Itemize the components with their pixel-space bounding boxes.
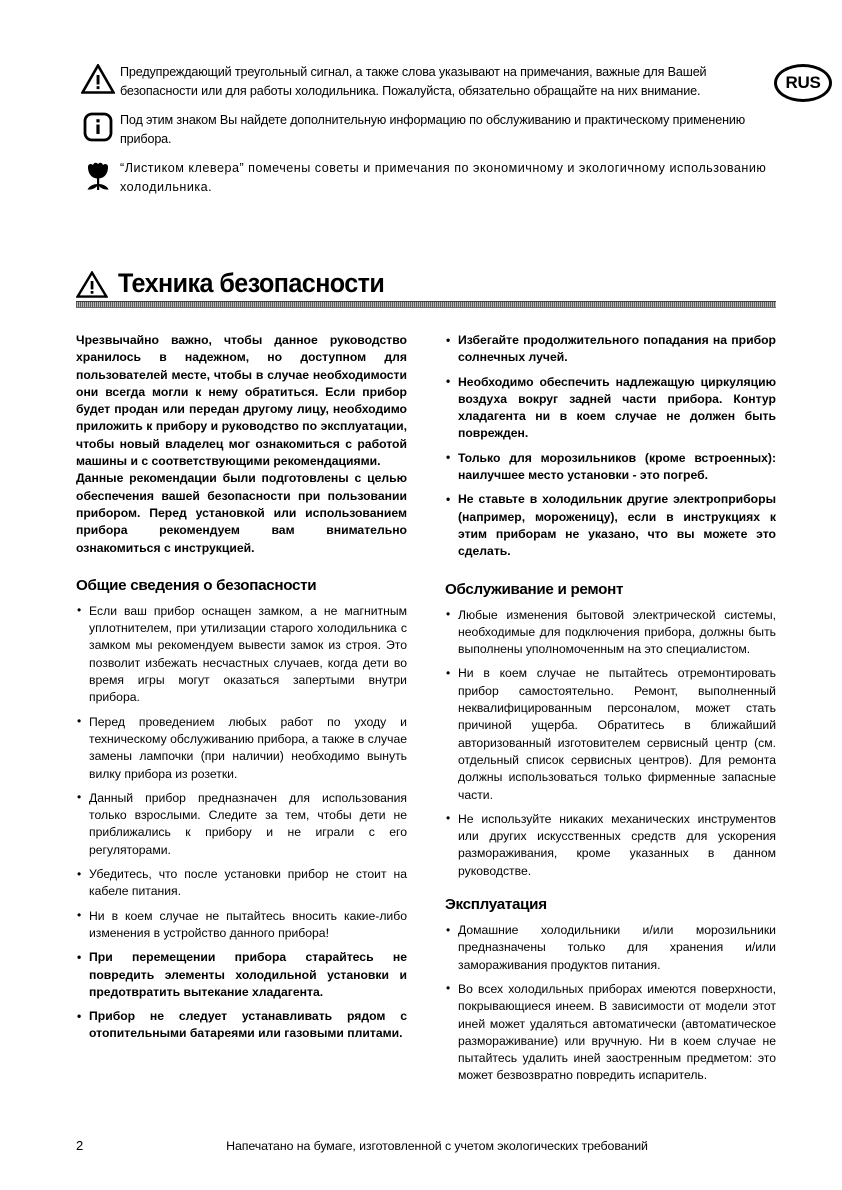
section-heading-service-repair: Обслуживание и ремонт <box>445 580 624 598</box>
list-item: • Любые изменения бытовой электрической системы, необходимые для подключения прибора, должны быть выполнены уполномоченным на это специалистом. <box>445 607 776 659</box>
legend-item-info <box>76 110 776 148</box>
legend-item-clover <box>76 158 776 196</box>
country-badge-rus: RUS <box>774 64 832 102</box>
info-icon <box>76 110 120 142</box>
clover-leaf-icon <box>76 158 120 192</box>
legend-item-warning <box>76 62 776 100</box>
intro-paragraph: Чрезвычайно важно, чтобы данное руководство хранилось в надежном, но доступном для пользователей месте, чтобы в случае необходимости они всегда могли к нему обратиться. Если прибор будет продан или передан другому лицу, необходимо приложить к прибору и руководство по эксплуатации, чтобы новый владелец мог ознакомиться с работой машины и с соответствующими рекомендациями. <box>76 333 407 469</box>
list-item: • Прибор не следует устанавливать рядом с отопительными батареями или газовыми плитами. <box>76 1008 407 1043</box>
page-title: Техника безопасности <box>118 268 385 298</box>
installation-bullet-list <box>445 332 776 561</box>
footer-note: Напечатано на бумаге, изготовленной с учетом экологических требований <box>226 1139 648 1153</box>
list-item: • Если ваш прибор оснащен замком, а не магнитным уплотнителем, при утилизации старого холодильника с замком мы рекомендуем вывести замок из строя. Это позволит избежать несчастных случаев, когда дети во время игры могут оказаться запертыми внутри прибора. <box>76 603 407 707</box>
list-item: • Ни в коем случае не пытайтесь вносить какие-либо изменения в устройство данного прибора! <box>76 908 407 943</box>
usage-bullet-list <box>445 922 776 1085</box>
warning-triangle-icon <box>76 62 120 94</box>
list-item: • Во всех холодильных приборах имеются поверхности, покрывающиеся инеем. В зависимости от модели этот иней может удаляться автоматически (автоматическое размораживание) или вручную. Ни в коем случае не пытайтесь удалить иней заостренным предметом: это может безвозвратно повредить испаритель. <box>445 981 776 1085</box>
list-item: • Данный прибор предназначен для использования только взрослыми. Следите за тем, чтобы дети не приближались к прибору и не играли с его регуляторами. <box>76 790 407 859</box>
left-column <box>76 332 407 1092</box>
list-item: • Не ставьте в холодильник другие электроприборы (например, мороженицу), если в инструкциях к этим приборам не указано, что вы можете это сделать. <box>445 491 776 560</box>
section-heading-general-safety: Общие сведения о безопасности <box>76 576 317 594</box>
list-item: • Избегайте продолжительного попадания на прибор солнечных лучей. <box>445 332 776 367</box>
symbol-legend <box>76 62 776 206</box>
general-safety-bullet-list <box>76 603 407 1043</box>
list-item: • Убедитесь, что после установки прибор не стоит на кабеле питания. <box>76 866 407 901</box>
legend-item-clover-text: “Листиком клевера” помечены советы и примечания по экономичному и экологичному использованию холодильника. <box>120 161 767 194</box>
list-item: • Только для морозильников (кроме встроенных): наилучшее место установки - это погреб. <box>445 450 776 485</box>
list-item: • Не используйте никаких механических инструментов или других искусственных средств для ускорения размораживания, кроме указанных в данном руководстве. <box>445 811 776 880</box>
legend-item-info-text: Под этим знаком Вы найдете дополнительную информацию по обслуживанию и практическому применению прибора. <box>120 113 746 146</box>
intro-paragraph: Данные рекомендации были подготовлены с целью обеспечения вашей безопасности при пользовании прибором. Перед установкой или использованием прибора рекомендуем вам внимательно ознакомиться с инструкцией. <box>76 471 407 555</box>
list-item: • Перед проведением любых работ по уходу и техническому обслуживанию прибора, а также в случае замены лампочки (при наличии) необходимо вынуть вилку прибора из розетки. <box>76 714 407 783</box>
warning-triangle-icon <box>76 271 108 298</box>
body-columns <box>76 332 776 1092</box>
page-number: 2 <box>76 1138 84 1153</box>
list-item: • Домашние холодильники и/или морозильники предназначены только для хранения и/или замораживания продуктов питания. <box>445 922 776 974</box>
page-footer <box>76 1138 776 1153</box>
section-heading-usage: Эксплуатация <box>445 896 547 914</box>
heading-divider <box>76 301 776 308</box>
list-item: • Необходимо обеспечить надлежащую циркуляцию воздуха вокруг задней части прибора. Контур хладагента ни в коем случае не должен быть поврежден. <box>445 374 776 443</box>
list-item: • Ни в коем случае не пытайтесь отремонтировать прибор самостоятельно. Ремонт, выполненный неквалифицированным персоналом, может стать причиной ущерба. Обратитесь в ближайший авторизованный изготовителем сервисный центр (см. отдельный список сервисных центров). Для ремонта должны использоваться только фирменные запасные части. <box>445 665 776 803</box>
list-item: • При перемещении прибора старайтесь не повредить элементы холодильной установки и предотвратить вытекание хладагента. <box>76 949 407 1001</box>
service-repair-bullet-list <box>445 607 776 880</box>
legend-item-warning-text: Предупреждающий треугольный сигнал, а также слова указывают на примечания, важные для Вашей безопасности или для работы холодильника. Пожалуйста, обязательно обращайте на них внимание. <box>120 65 707 98</box>
right-column <box>445 332 776 1092</box>
page-title-block <box>76 268 776 308</box>
